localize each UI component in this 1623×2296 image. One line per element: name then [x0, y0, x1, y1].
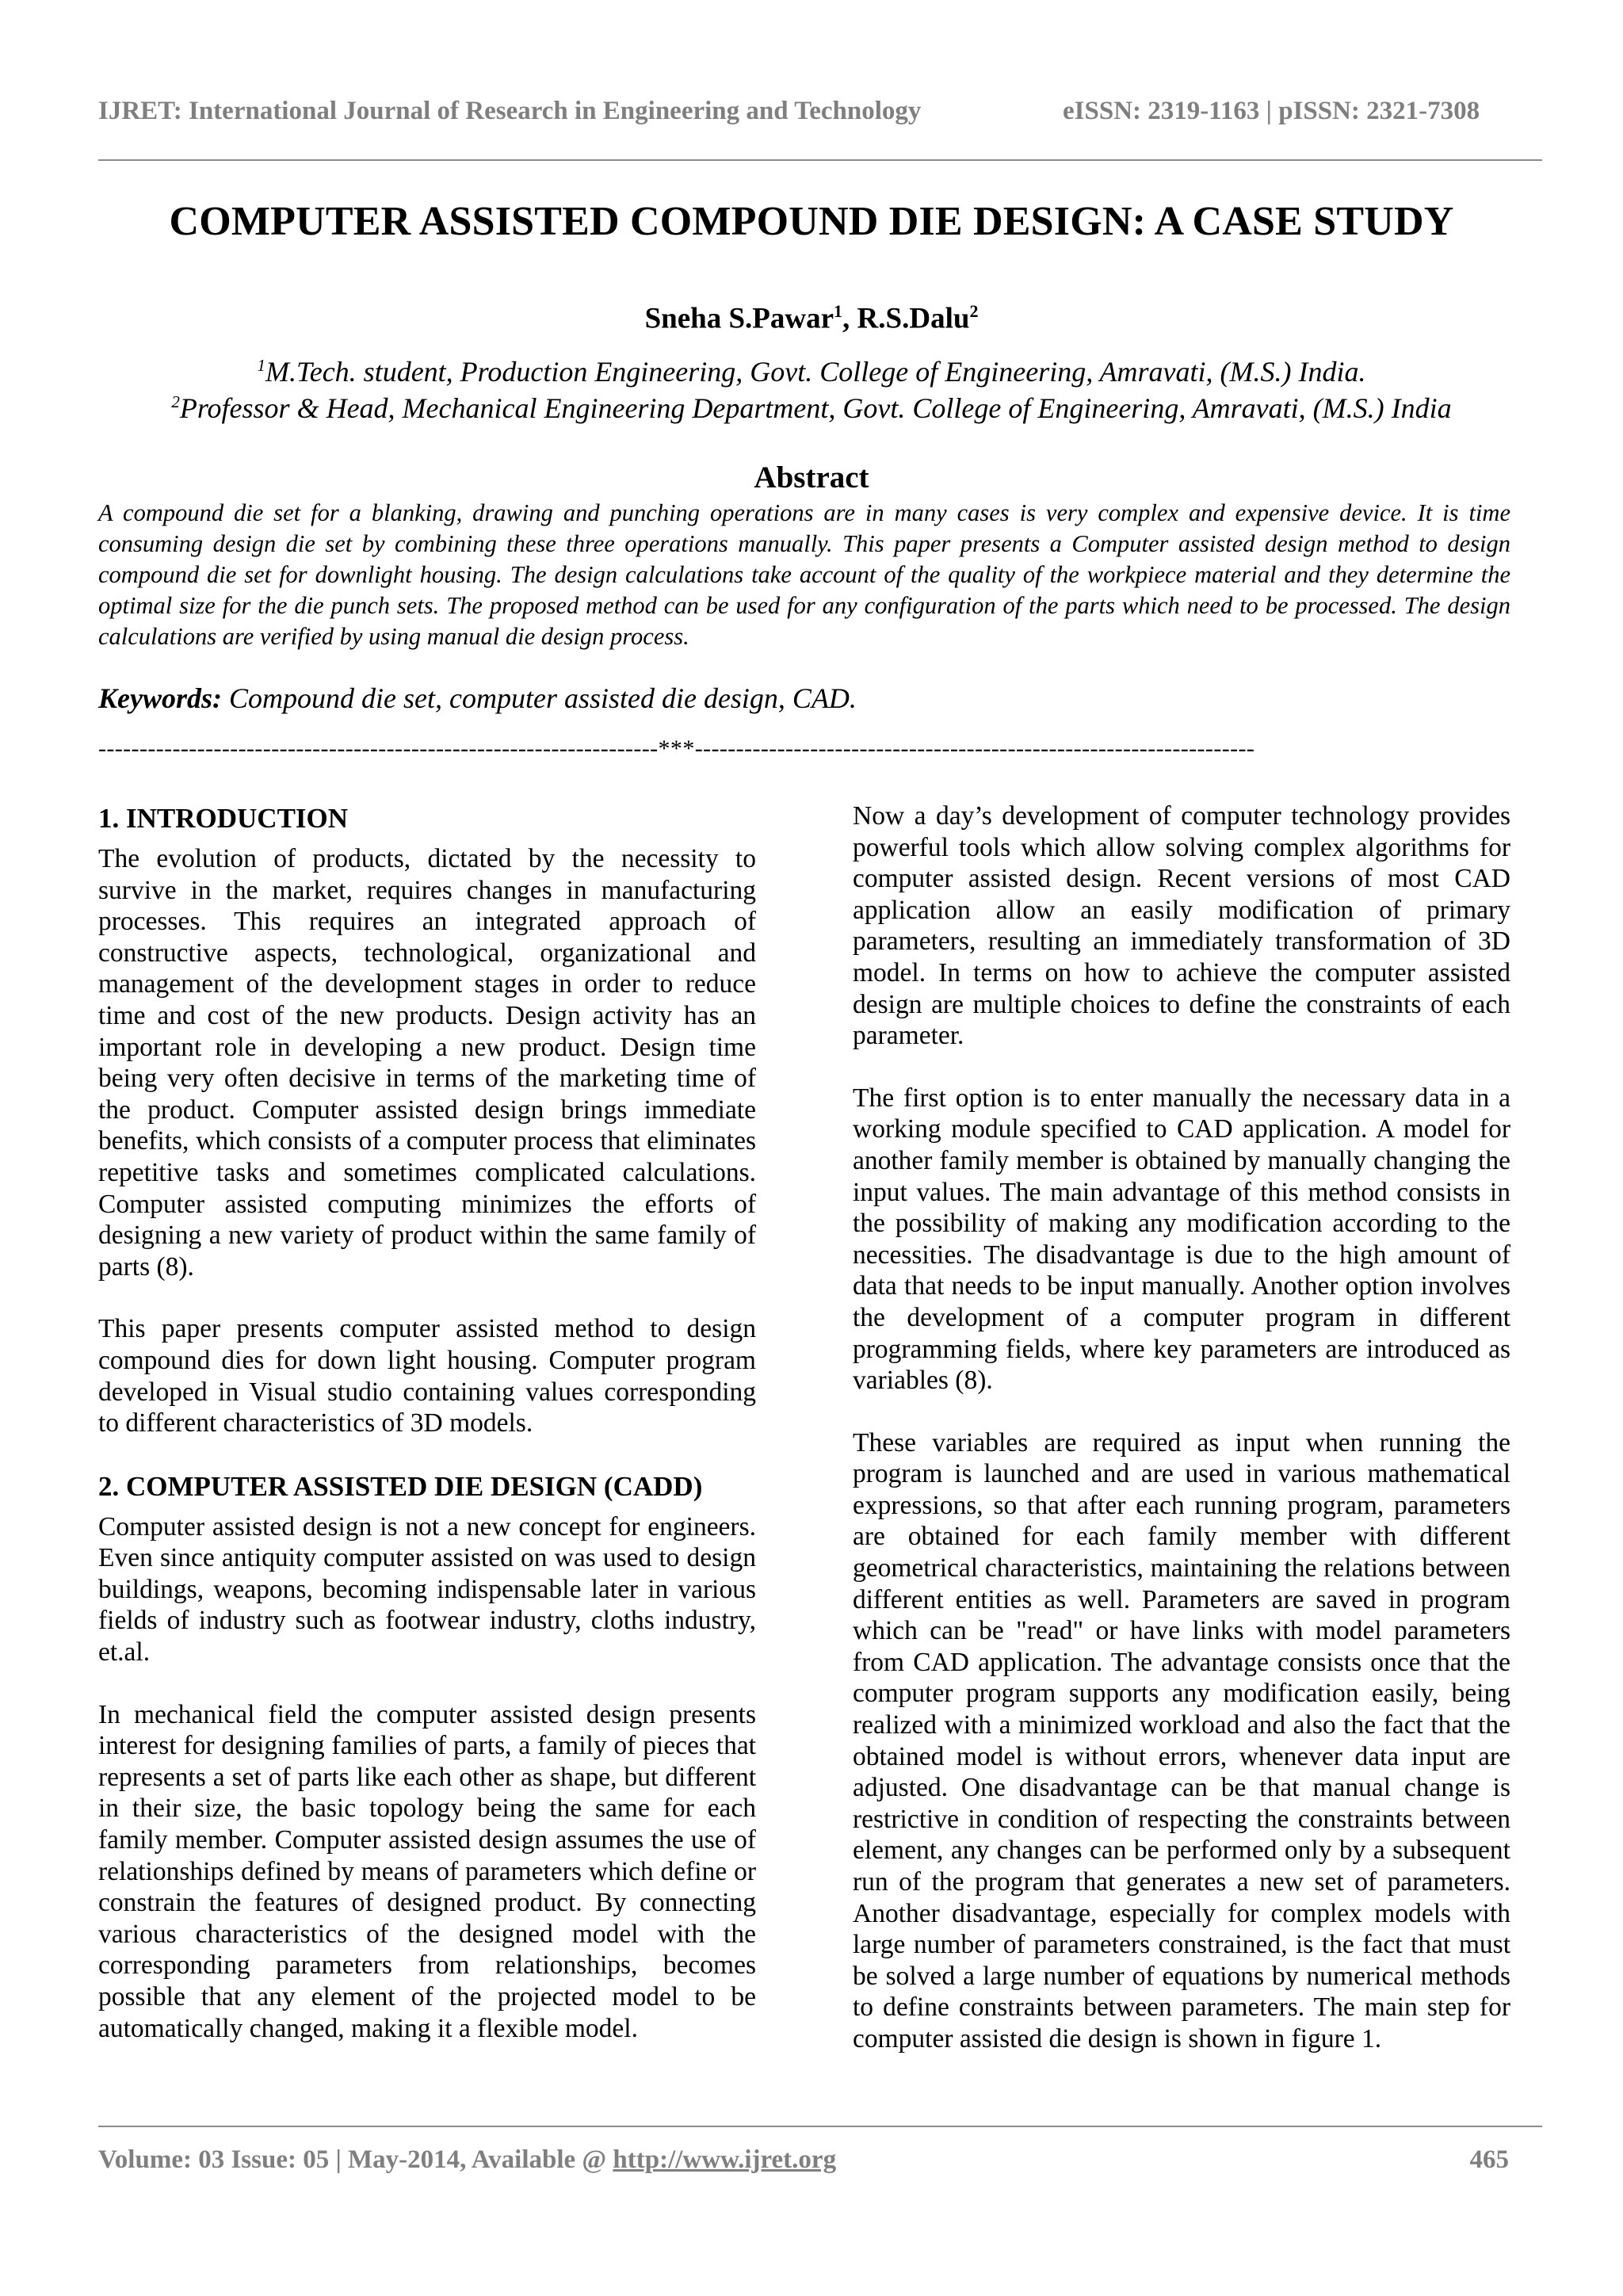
affiliation-1-text: M.Tech. student, Production Engineering, Govt. College of Engineering, Amravati, (M.S.) India. [265, 356, 1366, 388]
section-2-heading: 2. COMPUTER ASSISTED DIE DESIGN (CADD) [98, 1470, 703, 1502]
affiliation-2 [98, 392, 1525, 425]
authors [98, 301, 1525, 335]
paper-title: COMPUTER ASSISTED COMPOUND DIE DESIGN: A CASE STUDY [169, 199, 1454, 244]
abstract-heading: Abstract [754, 460, 869, 495]
author-2: R.S.Dalu [857, 302, 970, 335]
author-separator: , [842, 302, 857, 335]
affiliation-1-sup: 1 [257, 356, 266, 375]
author-1-sup: 1 [834, 301, 843, 321]
affiliation-1 [98, 355, 1525, 388]
page-number: 465 [1469, 2145, 1509, 2174]
section-2-paragraph-1: Computer assisted design is not a new concept for engineers. Even since antiquity computer assisted on was used to design buildings, weapons, becoming indispensable later in various fields of industry such as footwear industry, cloths industry, et.al. [98, 1511, 756, 1668]
section-1-heading: 1. INTRODUCTION [98, 803, 349, 834]
header-divider [98, 159, 1542, 161]
section-1-paragraph-2: This paper presents computer assisted method to design compound dies for down light housing. Computer program developed in Visual studio containing values corresponding to different characteristics of 3D models. [98, 1314, 756, 1438]
author-2-sup: 2 [969, 301, 979, 321]
right-paragraph-2: The first option is to enter manually the necessary data in a working module specified to CAD application. A model for another family member is obtained by manually changing the input values. The main advantage of this method consists in the possibility of making any modification according to the necessities. The disadvantage is due to the high amount of data that needs to be input manually. Another option involves the development of a computer program in different programming fields, where key parameters are introduced as variables (8). [853, 1083, 1510, 1396]
journal-link[interactable]: http://www.ijret.org [613, 2145, 837, 2174]
right-paragraph-3: These variables are required as input when running the program is launched and are used in various mathematical expressions, so that after each running program, parameters are obtained for each family member with different geometrical characteristics, maintaining the relations between different entities as well. Parameters are saved in program which can be "read" or have links with model parameters from CAD application. The advantage consists once that the computer program supports any modification easily, being realized with a minimized workload and also the fact that the obtained model is without errors, whenever data input are adjusted. One disadvantage can be that manual change is restrictive in condition of respecting the constraints between element, any changes can be performed only by a subsequent run of the program that generates a new set of parameters. Another disadvantage, especially for complex models with large number of parameters constrained, is the fact that must be solved a large number of equations by numerical methods to define constraints between parameters. The main step for computer assisted die design is shown in figure 1. [853, 1427, 1510, 2053]
section-1-paragraph-1: The evolution of products, dictated by the necessity to survive in the market, requires changes in manufacturing processes. This requires an integrated approach of constructive aspects, technological, organizational and management of the development stages in order to reduce time and cost of the new products. Design activity has an important role in developing a new product. Design time being very often decisive in terms of the marketing time of the product. Computer assisted design brings immediate benefits, which consists of a computer process that eliminates repetitive tasks and sometimes complicated calculations. Computer assisted computing minimizes the efforts of designing a new variety of product within the same family of parts (8). [98, 844, 756, 1282]
journal-header [98, 97, 1525, 126]
right-column [853, 800, 1510, 2086]
footer-volume: Volume: 03 Issue: 05 | May-2014, Available @ [98, 2145, 613, 2174]
affiliation-2-text: Professor & Head, Mechanical Engineering Department, Govt. College of Engineering, Amravati, (M.S.) India [179, 392, 1452, 424]
issn-info: eISSN: 2319-1163 | pISSN: 2321-7308 [1063, 97, 1480, 125]
affiliation-2-sup: 2 [171, 392, 180, 411]
footer [98, 2145, 1509, 2175]
author-1: Sneha S.Pawar [644, 302, 834, 335]
section-separator: --------------------------------------------------------------------***-------------------------------------------------------------------- [98, 735, 1255, 762]
abstract-text: A compound die set for a blanking, drawing and punching operations are in many cases is very complex and expensive device. It is time consuming design die set by combining these three operations manually. This paper presents a Computer assisted design method to design compound die set for downlight housing. The design calculations take account of the quality of the workpiece material and they determine the optimal size for the die punch sets. The proposed method can be used for any configuration of the parts which need to be processed. The design calculations are verified by using manual die design process. [98, 499, 1510, 650]
keywords [98, 682, 1525, 715]
left-column [98, 802, 756, 2075]
section-2-paragraph-2: In mechanical field the computer assisted design presents interest for designing families of parts, a family of pieces that represents a set of parts like each other as shape, but different in their size, the basic topology being the same for each family member. Computer assisted design assumes the use of relationships defined by means of parameters which define or constrain the features of designed product. By connecting various characteristics of the designed model with the corresponding parameters from relationships, becomes possible that any element of the projected model to be automatically changed, making it a flexible model. [98, 1699, 756, 2043]
right-paragraph-1: Now a day’s development of computer technology provides powerful tools which allow solving complex algorithms for computer assisted design. Recent versions of most CAD application allow an easily modification of primary parameters, resulting an immediately transformation of 3D model. In terms on how to achieve the computer assisted design are multiple choices to define the constraints of each parameter. [853, 801, 1510, 1051]
footer-divider [98, 2126, 1542, 2127]
keywords-label: Keywords: [98, 682, 222, 714]
journal-name: IJRET: International Journal of Research in Engineering and Technology [98, 97, 922, 125]
keywords-text: Compound die set, computer assisted die design, CAD. [222, 682, 857, 714]
